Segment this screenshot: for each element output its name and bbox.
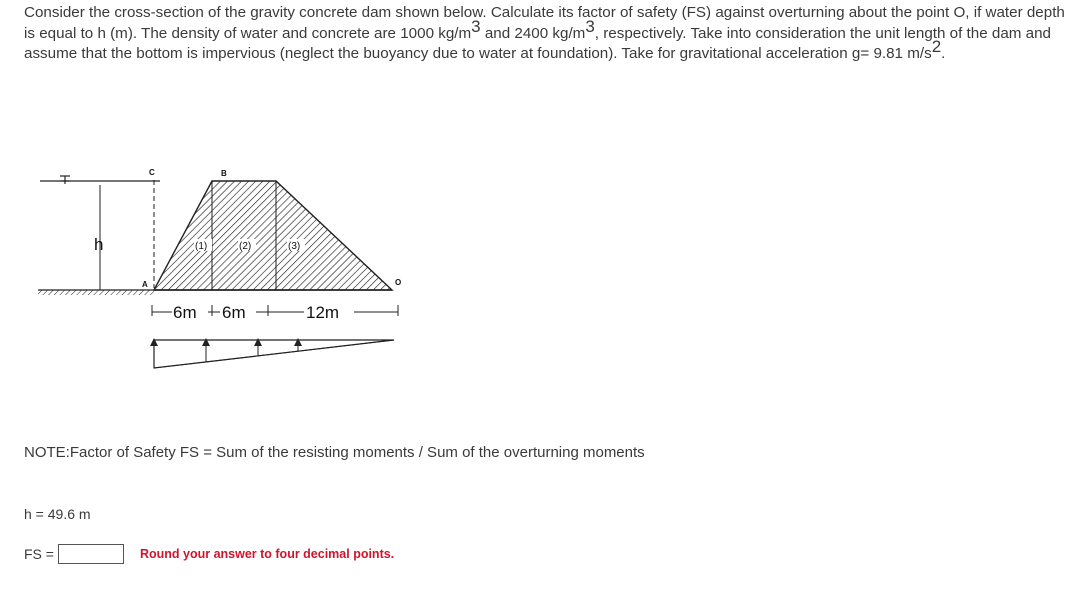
label-c: C xyxy=(149,168,155,177)
superscript-3: 2 xyxy=(931,37,942,56)
fs-label: FS = xyxy=(24,546,54,562)
note-text: NOTE:Factor of Safety FS = Sum of the resisting moments / Sum of the overturning moments xyxy=(24,444,645,461)
problem-text-2: and 2400 kg/m xyxy=(480,24,586,42)
superscript-1: 3 xyxy=(471,16,481,36)
label-o: O xyxy=(395,278,402,287)
problem-statement xyxy=(24,3,1074,65)
problem-text-4: . xyxy=(941,45,946,62)
superscript-2: 3 xyxy=(585,16,595,36)
fs-input[interactable] xyxy=(58,544,124,564)
ground-left xyxy=(38,290,154,295)
uplift-pressure-diagram xyxy=(150,338,394,368)
dimension-1: 6m xyxy=(173,303,197,322)
dam-body xyxy=(154,181,392,290)
region-1-label: (1) xyxy=(195,241,208,252)
rounding-hint: Round your answer to four decimal points. xyxy=(139,547,395,561)
dimension-3: 12m xyxy=(306,303,340,322)
problem-text-1: Consider the cross-section of the gravity concrete dam shown below. Calculate its factor of safety (FS) against overturning about the point O, if water depth is equal to h (m). The density of water and concrete are 1000 kg/m xyxy=(24,4,1065,42)
water-level-symbol xyxy=(60,176,70,184)
region-2-label: (2) xyxy=(239,241,252,252)
problem-text-3: , respectively. Take into consideration the unit length of the dam and assume that the bottom is impervious (neglect the buoyancy due to water at foundation). Take for gravitational acceleration g= 9.81 m/s xyxy=(24,24,1051,62)
dimension-2: 6m xyxy=(222,303,246,322)
given-h: h = 49.6 m xyxy=(24,506,91,522)
dam-diagram xyxy=(36,160,416,375)
region-3-label: (3) xyxy=(288,241,301,252)
label-h: h xyxy=(94,235,104,254)
answer-row xyxy=(24,543,394,565)
label-a: A xyxy=(142,280,148,289)
label-b: B xyxy=(221,169,227,178)
